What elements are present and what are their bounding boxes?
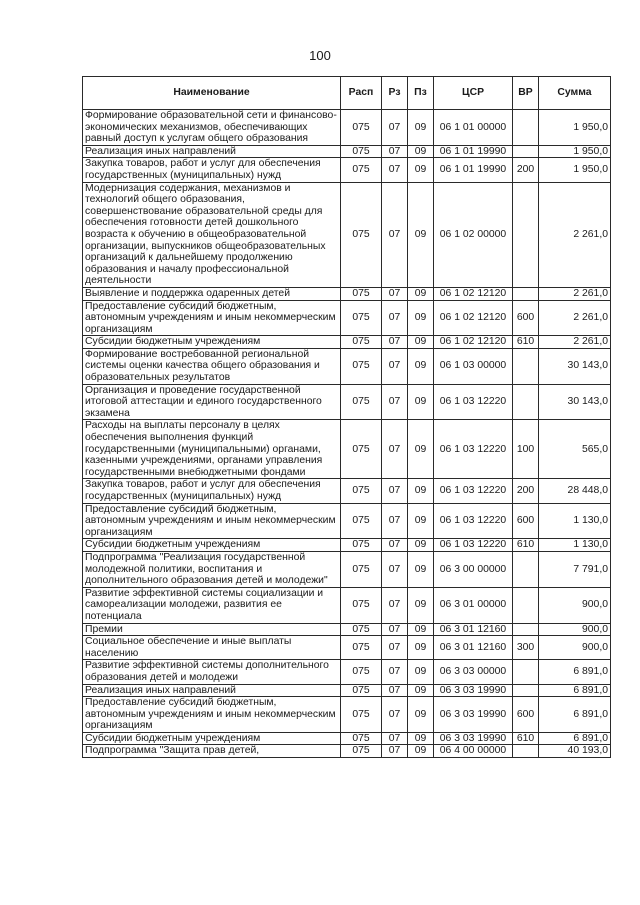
cell-vr: 610 [513, 732, 539, 745]
cell-name: Выявление и поддержка одаренных детей [83, 287, 341, 300]
cell-sum: 900,0 [539, 623, 611, 636]
cell-pz: 09 [408, 420, 434, 479]
cell-csr: 06 1 02 12120 [434, 287, 513, 300]
table-row [83, 636, 611, 660]
header-sum: Сумма [539, 77, 611, 110]
cell-sum: 30 143,0 [539, 384, 611, 420]
cell-sum: 900,0 [539, 587, 611, 623]
cell-rz: 07 [382, 479, 408, 503]
cell-rz: 07 [382, 551, 408, 587]
cell-csr: 06 3 01 12160 [434, 623, 513, 636]
cell-pz: 09 [408, 539, 434, 552]
cell-rasp: 075 [341, 384, 382, 420]
cell-rz: 07 [382, 636, 408, 660]
cell-vr [513, 660, 539, 684]
cell-vr: 100 [513, 420, 539, 479]
cell-pz: 09 [408, 551, 434, 587]
cell-rasp: 075 [341, 348, 382, 384]
cell-rasp: 075 [341, 145, 382, 158]
cell-csr: 06 3 00 00000 [434, 551, 513, 587]
cell-csr: 06 1 02 00000 [434, 182, 513, 287]
header-pz: Пз [408, 77, 434, 110]
cell-rasp: 075 [341, 287, 382, 300]
cell-sum: 6 891,0 [539, 697, 611, 733]
cell-sum: 900,0 [539, 636, 611, 660]
cell-csr: 06 3 03 19990 [434, 684, 513, 697]
cell-rasp: 075 [341, 300, 382, 336]
cell-rz: 07 [382, 623, 408, 636]
cell-vr [513, 182, 539, 287]
cell-pz: 09 [408, 745, 434, 758]
cell-vr: 600 [513, 503, 539, 539]
cell-vr: 200 [513, 479, 539, 503]
cell-pz: 09 [408, 287, 434, 300]
cell-rz: 07 [382, 110, 408, 146]
cell-csr: 06 4 00 00000 [434, 745, 513, 758]
table-row [83, 684, 611, 697]
table-row [83, 587, 611, 623]
cell-rz: 07 [382, 336, 408, 349]
cell-pz: 09 [408, 636, 434, 660]
cell-rz: 07 [382, 145, 408, 158]
cell-vr: 600 [513, 300, 539, 336]
cell-csr: 06 1 01 19990 [434, 158, 513, 182]
header-vr: ВР [513, 77, 539, 110]
cell-rz: 07 [382, 503, 408, 539]
cell-rasp: 075 [341, 503, 382, 539]
cell-rasp: 075 [341, 110, 382, 146]
cell-csr: 06 3 03 00000 [434, 660, 513, 684]
cell-rasp: 075 [341, 684, 382, 697]
cell-rz: 07 [382, 300, 408, 336]
cell-csr: 06 1 02 12120 [434, 300, 513, 336]
cell-name: Реализация иных направлений [83, 684, 341, 697]
cell-rz: 07 [382, 732, 408, 745]
budget-table [82, 76, 611, 758]
cell-name: Подпрограмма "Реализация государственной молодежной политики, воспитания и дополнительного образования детей и молодежи" [83, 551, 341, 587]
table-row [83, 551, 611, 587]
cell-rz: 07 [382, 287, 408, 300]
cell-vr [513, 110, 539, 146]
cell-pz: 09 [408, 732, 434, 745]
cell-vr [513, 287, 539, 300]
cell-rz: 07 [382, 182, 408, 287]
cell-rasp: 075 [341, 420, 382, 479]
cell-vr: 600 [513, 697, 539, 733]
table-row [83, 539, 611, 552]
cell-vr [513, 551, 539, 587]
cell-csr: 06 1 01 19990 [434, 145, 513, 158]
cell-vr [513, 745, 539, 758]
cell-rasp: 075 [341, 551, 382, 587]
cell-sum: 40 193,0 [539, 745, 611, 758]
cell-vr: 300 [513, 636, 539, 660]
cell-rasp: 075 [341, 660, 382, 684]
cell-name: Модернизация содержания, механизмов и технологий общего образования, совершенствование образовательной среды для обеспечения готовности детей дошкольного возраста к обучению в общеобразовательной организации, выпускников общеобразовательных организаций к дальнейшему продолжению образования и началу профессиональной деятельности [83, 182, 341, 287]
cell-name: Премии [83, 623, 341, 636]
cell-vr: 200 [513, 158, 539, 182]
cell-csr: 06 1 03 00000 [434, 348, 513, 384]
cell-csr: 06 1 03 12220 [434, 503, 513, 539]
cell-vr [513, 384, 539, 420]
cell-pz: 09 [408, 479, 434, 503]
table-row [83, 623, 611, 636]
cell-sum: 6 891,0 [539, 732, 611, 745]
table-row [83, 158, 611, 182]
cell-pz: 09 [408, 623, 434, 636]
cell-vr [513, 348, 539, 384]
cell-csr: 06 3 03 19990 [434, 697, 513, 733]
cell-csr: 06 1 03 12220 [434, 539, 513, 552]
cell-sum: 28 448,0 [539, 479, 611, 503]
cell-rz: 07 [382, 158, 408, 182]
table-row [83, 182, 611, 287]
cell-csr: 06 3 03 19990 [434, 732, 513, 745]
cell-name: Организация и проведение государственной итоговой аттестации и единого государственного экзамена [83, 384, 341, 420]
cell-vr [513, 145, 539, 158]
cell-rz: 07 [382, 539, 408, 552]
cell-name: Развитие эффективной системы дополнительного образования детей и молодежи [83, 660, 341, 684]
cell-name: Формирование востребованной региональной системы оценки качества общего образования и образовательных результатов [83, 348, 341, 384]
cell-pz: 09 [408, 182, 434, 287]
cell-csr: 06 1 02 12120 [434, 336, 513, 349]
cell-pz: 09 [408, 348, 434, 384]
cell-pz: 09 [408, 145, 434, 158]
cell-rasp: 075 [341, 636, 382, 660]
cell-csr: 06 1 03 12220 [434, 384, 513, 420]
cell-rasp: 075 [341, 336, 382, 349]
cell-name: Предоставление субсидий бюджетным, автономным учреждениям и иным некоммерческим организациям [83, 697, 341, 733]
cell-vr: 610 [513, 539, 539, 552]
cell-name: Предоставление субсидий бюджетным, автономным учреждениям и иным некоммерческим организациям [83, 300, 341, 336]
cell-sum: 30 143,0 [539, 348, 611, 384]
cell-pz: 09 [408, 660, 434, 684]
cell-csr: 06 1 03 12220 [434, 420, 513, 479]
cell-name: Развитие эффективной системы социализации и самореализации молодежи, развития ее потенциала [83, 587, 341, 623]
cell-vr: 610 [513, 336, 539, 349]
cell-rz: 07 [382, 587, 408, 623]
table-row [83, 110, 611, 146]
cell-pz: 09 [408, 158, 434, 182]
cell-rz: 07 [382, 384, 408, 420]
table-row [83, 660, 611, 684]
header-rz: Рз [382, 77, 408, 110]
cell-vr [513, 684, 539, 697]
cell-sum: 565,0 [539, 420, 611, 479]
cell-name: Реализация иных направлений [83, 145, 341, 158]
header-csr: ЦСР [434, 77, 513, 110]
cell-rz: 07 [382, 660, 408, 684]
cell-name: Социальное обеспечение и иные выплаты населению [83, 636, 341, 660]
cell-rasp: 075 [341, 745, 382, 758]
table-row [83, 336, 611, 349]
cell-rz: 07 [382, 697, 408, 733]
cell-name: Подпрограмма "Защита прав детей, [83, 745, 341, 758]
cell-sum: 2 261,0 [539, 336, 611, 349]
cell-sum: 1 950,0 [539, 145, 611, 158]
cell-pz: 09 [408, 684, 434, 697]
cell-rasp: 075 [341, 587, 382, 623]
cell-csr: 06 1 01 00000 [434, 110, 513, 146]
cell-sum: 1 130,0 [539, 503, 611, 539]
table-row [83, 479, 611, 503]
cell-csr: 06 3 01 12160 [434, 636, 513, 660]
table-row [83, 145, 611, 158]
table-row [83, 732, 611, 745]
table-row [83, 384, 611, 420]
cell-sum: 2 261,0 [539, 300, 611, 336]
table-row [83, 287, 611, 300]
table-row [83, 697, 611, 733]
cell-pz: 09 [408, 300, 434, 336]
table-body [83, 110, 611, 758]
cell-sum: 7 791,0 [539, 551, 611, 587]
header-rasp: Расп [341, 77, 382, 110]
cell-sum: 1 950,0 [539, 110, 611, 146]
cell-csr: 06 1 03 12220 [434, 479, 513, 503]
cell-rz: 07 [382, 745, 408, 758]
cell-name: Формирование образовательной сети и финансово-экономических механизмов, обеспечивающих равный доступ к услугам общего образования [83, 110, 341, 146]
cell-vr [513, 587, 539, 623]
cell-sum: 1 950,0 [539, 158, 611, 182]
table-row [83, 745, 611, 758]
table-header-row [83, 77, 611, 110]
cell-rasp: 075 [341, 697, 382, 733]
cell-name: Субсидии бюджетным учреждениям [83, 336, 341, 349]
cell-name: Расходы на выплаты персоналу в целях обеспечения выполнения функций государственными (муниципальными) органами, казенными учреждениями, органами управления государственными внебюджетными фондами [83, 420, 341, 479]
cell-name: Закупка товаров, работ и услуг для обеспечения государственных (муниципальных) нужд [83, 479, 341, 503]
cell-sum: 2 261,0 [539, 182, 611, 287]
cell-rz: 07 [382, 684, 408, 697]
cell-rasp: 075 [341, 539, 382, 552]
cell-csr: 06 3 01 00000 [434, 587, 513, 623]
cell-vr [513, 623, 539, 636]
cell-name: Закупка товаров, работ и услуг для обеспечения государственных (муниципальных) нужд [83, 158, 341, 182]
cell-rasp: 075 [341, 732, 382, 745]
page-number: 100 [309, 48, 331, 63]
cell-pz: 09 [408, 697, 434, 733]
cell-rasp: 075 [341, 623, 382, 636]
cell-pz: 09 [408, 384, 434, 420]
cell-name: Субсидии бюджетным учреждениям [83, 539, 341, 552]
cell-pz: 09 [408, 503, 434, 539]
cell-name: Предоставление субсидий бюджетным, автономным учреждениям и иным некоммерческим организациям [83, 503, 341, 539]
cell-pz: 09 [408, 587, 434, 623]
cell-sum: 1 130,0 [539, 539, 611, 552]
cell-rasp: 075 [341, 182, 382, 287]
table-row [83, 348, 611, 384]
cell-pz: 09 [408, 110, 434, 146]
cell-rasp: 075 [341, 158, 382, 182]
cell-sum: 6 891,0 [539, 684, 611, 697]
cell-sum: 2 261,0 [539, 287, 611, 300]
table-row [83, 420, 611, 479]
table-row [83, 503, 611, 539]
cell-name: Субсидии бюджетным учреждениям [83, 732, 341, 745]
cell-rz: 07 [382, 348, 408, 384]
cell-pz: 09 [408, 336, 434, 349]
cell-sum: 6 891,0 [539, 660, 611, 684]
header-name: Наименование [83, 77, 341, 110]
cell-rz: 07 [382, 420, 408, 479]
cell-rasp: 075 [341, 479, 382, 503]
table-row [83, 300, 611, 336]
